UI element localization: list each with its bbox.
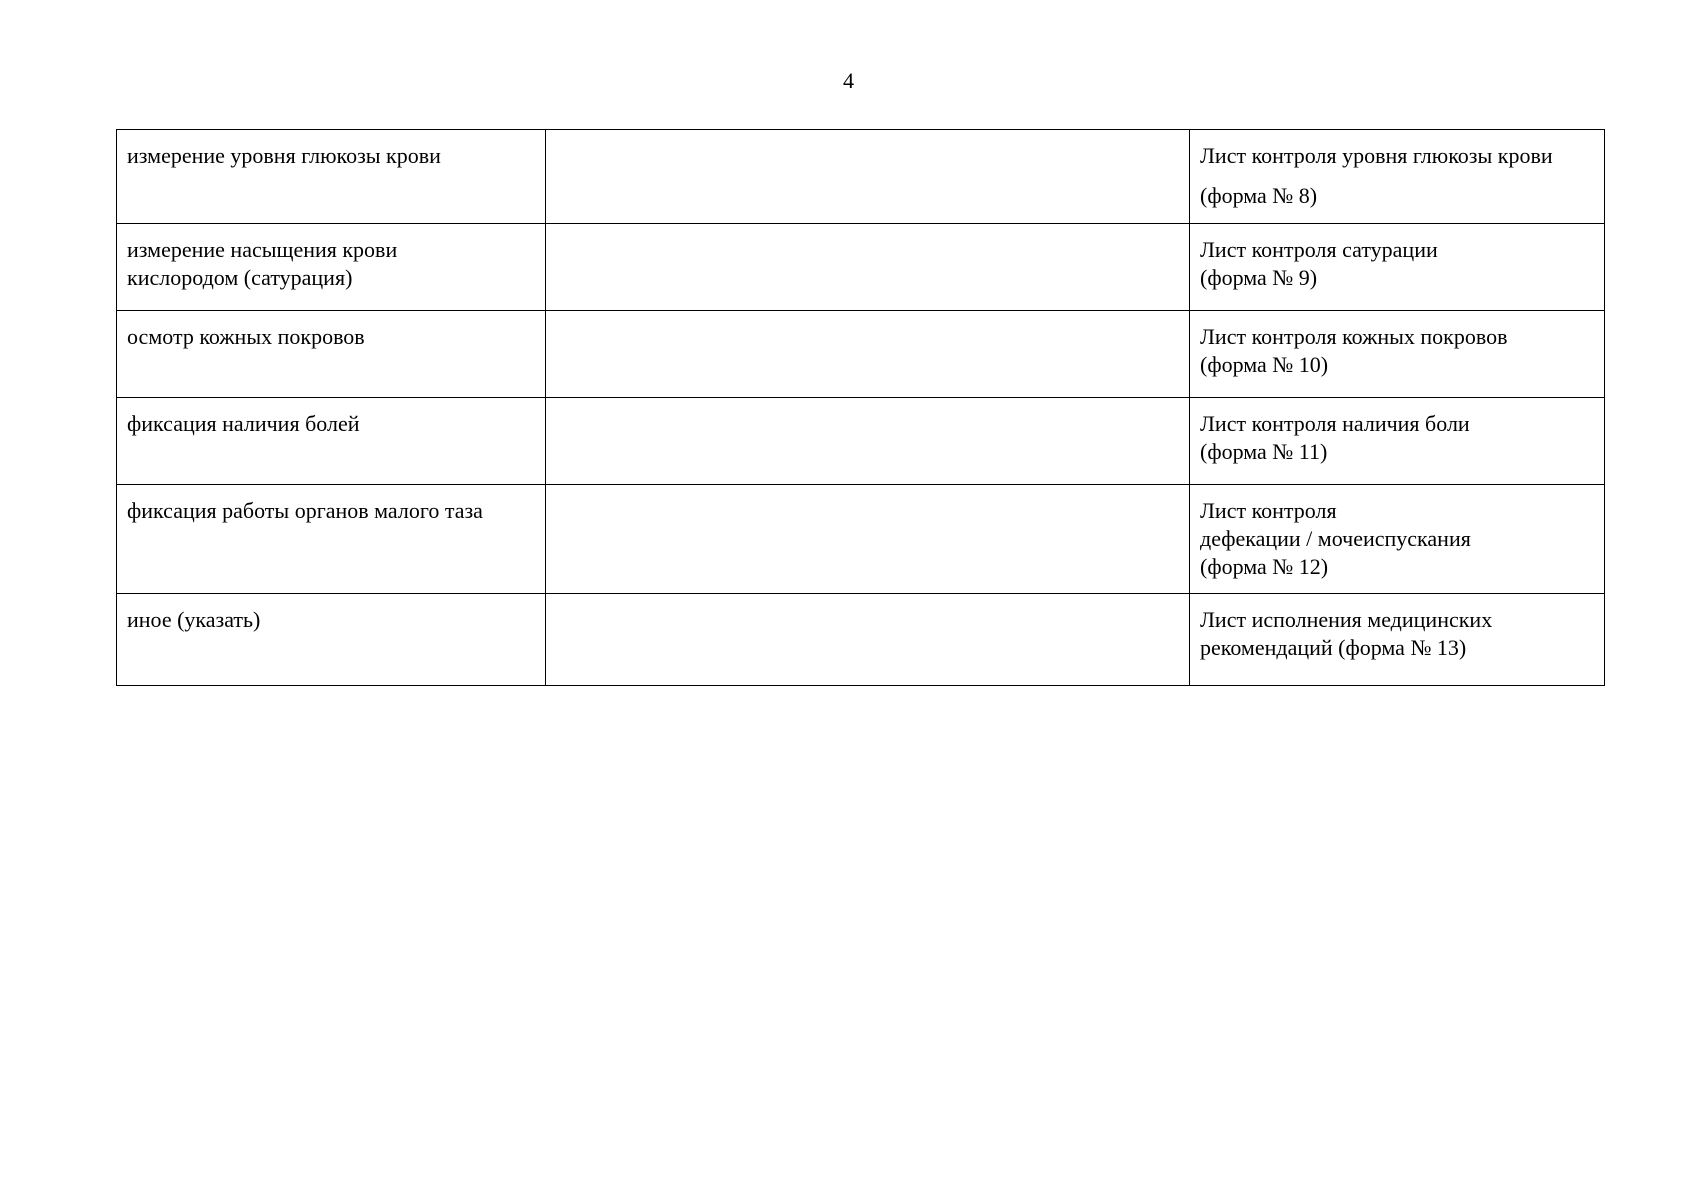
details-cell	[546, 485, 1190, 594]
activity-text: измерение насыщения крови	[127, 237, 398, 262]
form-text: дефекации / мочеиспускания	[1200, 526, 1471, 551]
form-number: (форма № 11)	[1200, 439, 1328, 464]
activity-cell	[117, 130, 546, 224]
form-text: Лист контроля сатурации	[1200, 237, 1438, 262]
table-row	[117, 398, 1605, 485]
activity-cell	[117, 398, 546, 485]
activity-text: измерение уровня глюкозы крови	[127, 143, 441, 168]
form-text: Лист контроля уровня глюкозы крови	[1200, 143, 1553, 168]
form-cell	[1190, 485, 1605, 594]
details-cell	[546, 594, 1190, 686]
form-text: Лист исполнения медицинских	[1200, 607, 1493, 632]
activity-cell	[117, 485, 546, 594]
activity-cell	[117, 311, 546, 398]
form-cell	[1190, 398, 1605, 485]
activity-text: осмотр кожных покровов	[127, 324, 365, 349]
details-cell	[546, 311, 1190, 398]
form-text: Лист контроля кожных покровов	[1200, 324, 1508, 349]
form-number: (форма № 9)	[1200, 265, 1318, 290]
form-number: (форма № 12)	[1200, 554, 1329, 579]
activity-cell	[117, 594, 546, 686]
care-activities-table	[116, 129, 1605, 686]
details-cell	[546, 398, 1190, 485]
activity-text: иное (указать)	[127, 607, 261, 632]
activity-text: кислородом (сатурация)	[127, 265, 353, 290]
page-number: 4	[843, 68, 854, 93]
form-text: Лист контроля	[1200, 498, 1337, 523]
form-cell	[1190, 594, 1605, 686]
form-number: (форма № 8)	[1200, 183, 1318, 208]
activity-text: фиксация работы органов малого таза	[127, 498, 483, 523]
table-row	[117, 224, 1605, 311]
form-text: Лист контроля наличия боли	[1200, 411, 1470, 436]
activity-cell	[117, 224, 546, 311]
table-row	[117, 485, 1605, 594]
details-cell	[546, 224, 1190, 311]
form-cell	[1190, 224, 1605, 311]
table-row	[117, 130, 1605, 224]
table-row	[117, 594, 1605, 686]
form-cell	[1190, 130, 1605, 224]
details-cell	[546, 130, 1190, 224]
form-cell	[1190, 311, 1605, 398]
form-text: рекомендаций (форма № 13)	[1200, 635, 1467, 660]
table-row	[117, 311, 1605, 398]
activity-text: фиксация наличия болей	[127, 411, 360, 436]
form-number: (форма № 10)	[1200, 352, 1329, 377]
